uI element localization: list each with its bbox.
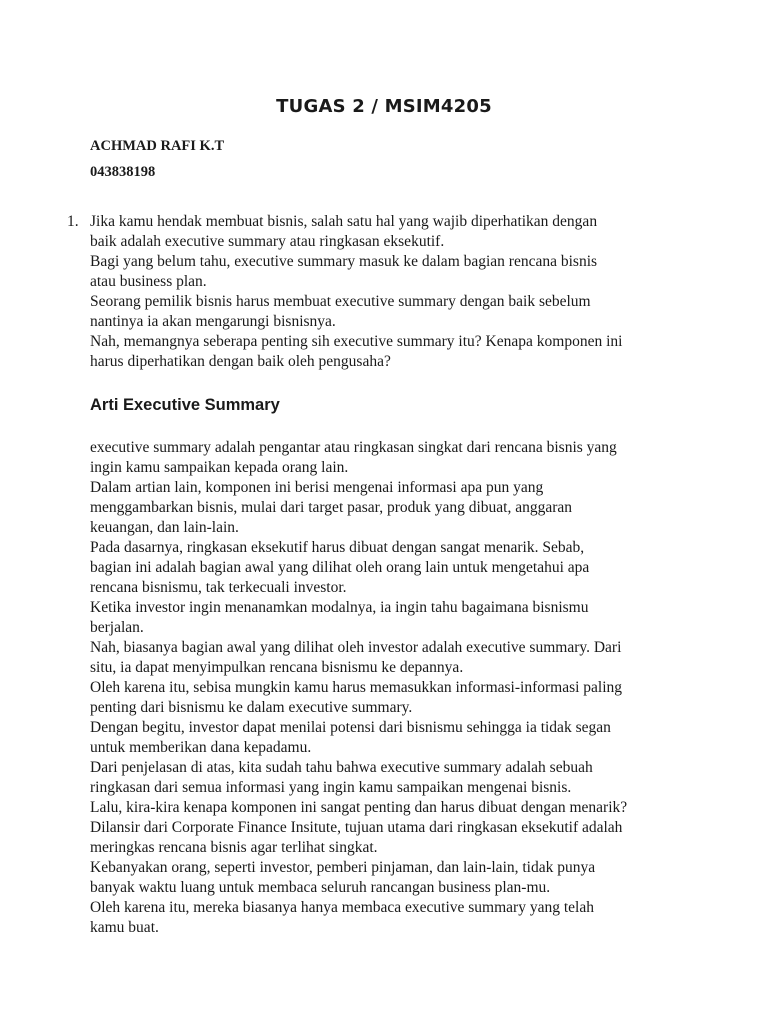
body-line: menggambarkan bisnis, mulai dari target pasar, produk yang dibuat, anggaran: [90, 499, 573, 516]
body-line: Nah, biasanya bagian awal yang dilihat oleh investor adalah executive summary. Dari: [90, 639, 622, 656]
author-student-id: 043838198: [90, 164, 156, 180]
body-line: keuangan, dan lain-lain.: [90, 519, 239, 536]
question-line: harus diperhatikan dengan baik oleh pengusaha?: [90, 353, 391, 370]
body-line: Lalu, kira-kira kenapa komponen ini sangat penting dan harus dibuat dengan menarik?: [90, 799, 628, 816]
body-line: executive summary adalah pengantar atau ringkasan singkat dari rencana bisnis yang: [90, 439, 617, 456]
body-line: Pada dasarnya, ringkasan eksekutif harus dibuat dengan sangat menarik. Sebab,: [90, 539, 585, 556]
question-line: atau business plan.: [90, 273, 207, 290]
section-heading: Arti Executive Summary: [90, 396, 280, 414]
author-name: ACHMAD RAFI K.T: [90, 138, 225, 154]
question-line: Nah, memangnya seberapa penting sih executive summary itu? Kenapa komponen ini: [90, 333, 623, 350]
body-line: Dari penjelasan di atas, kita sudah tahu bahwa executive summary adalah sebuah: [90, 759, 593, 776]
body-line: penting dari bisnismu ke dalam executive summary.: [90, 699, 413, 716]
body-line: ringkasan dari semua informasi yang ingin kamu sampaikan mengenai bisnis.: [90, 779, 572, 796]
document-title: TUGAS 2 / MSIM4205: [276, 96, 492, 117]
question-line: Jika kamu hendak membuat bisnis, salah satu hal yang wajib diperhatikan dengan: [90, 213, 598, 230]
question-line: Seorang pemilik bisnis harus membuat executive summary dengan baik sebelum: [90, 293, 591, 310]
body-line: berjalan.: [90, 619, 144, 636]
body-line: Ketika investor ingin menanamkan modalnya, ia ingin tahu bagaimana bisnismu: [90, 599, 589, 616]
question-number: 1.: [67, 213, 79, 230]
body-line: Dengan begitu, investor dapat menilai potensi dari bisnismu sehingga ia tidak segan: [90, 719, 611, 736]
body-line: banyak waktu luang untuk membaca seluruh rancangan business plan-mu.: [90, 879, 551, 896]
question-line: baik adalah executive summary atau ringkasan eksekutif.: [90, 233, 445, 250]
body-line: Dalam artian lain, komponen ini berisi mengenai informasi apa pun yang: [90, 479, 544, 496]
body-line: rencana bisnismu, tak terkecuali investor.: [90, 579, 347, 596]
body-line: Oleh karena itu, sebisa mungkin kamu harus memasukkan informasi-informasi paling: [90, 679, 623, 696]
question-line: nantinya ia akan mengarungi bisnisnya.: [90, 313, 336, 330]
body-line: ingin kamu sampaikan kepada orang lain.: [90, 459, 349, 476]
body-line: untuk memberikan dana kepadamu.: [90, 739, 312, 756]
answer-paragraph: [90, 438, 690, 938]
question-paragraph: [90, 212, 690, 372]
author-block: [90, 133, 224, 185]
body-line: Oleh karena itu, mereka biasanya hanya membaca executive summary yang telah: [90, 899, 594, 916]
body-line: bagian ini adalah bagian awal yang dilihat oleh orang lain untuk mengetahui apa: [90, 559, 590, 576]
body-line: Dilansir dari Corporate Finance Insitute, tujuan utama dari ringkasan eksekutif adalah: [90, 819, 623, 836]
body-line: meringkas rencana bisnis agar terlihat singkat.: [90, 839, 378, 856]
body-line: situ, ia dapat menyimpulkan rencana bisnismu ke depannya.: [90, 659, 464, 676]
body-line: Kebanyakan orang, seperti investor, pemberi pinjaman, dan lain-lain, tidak punya: [90, 859, 596, 876]
body-line: kamu buat.: [90, 919, 159, 936]
question-line: Bagi yang belum tahu, executive summary masuk ke dalam bagian rencana bisnis: [90, 253, 598, 270]
